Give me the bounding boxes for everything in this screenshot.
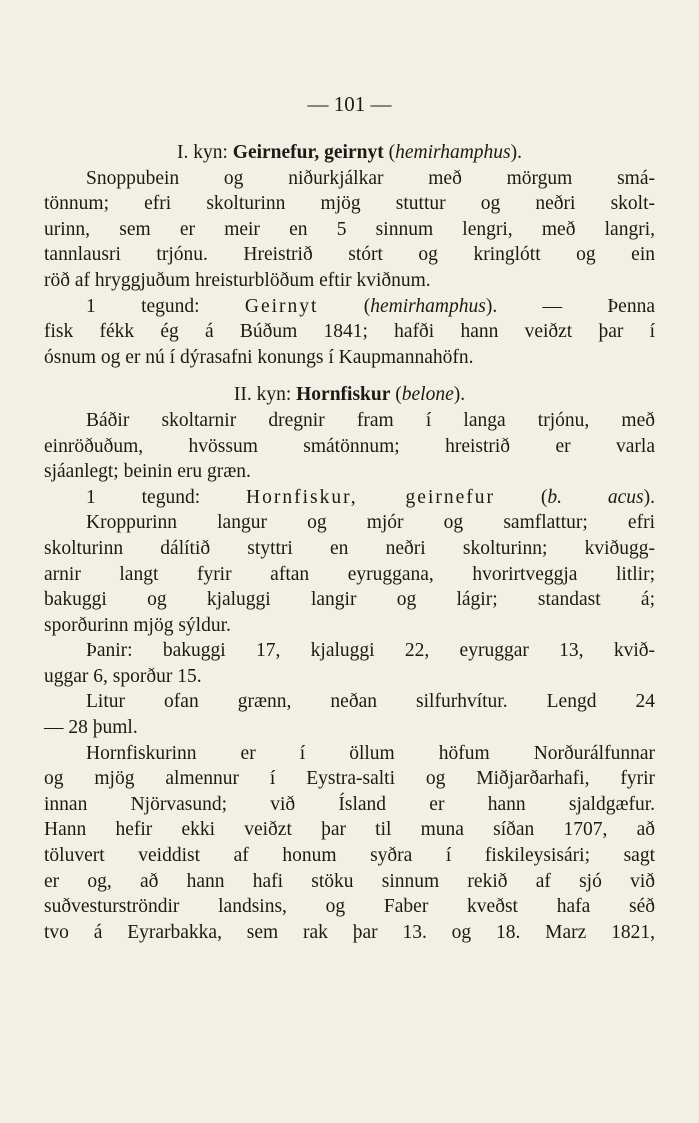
text-line: sporðurinn mjög sýldur.	[44, 614, 231, 636]
text-line: ósnum og er nú í dýrasafni konungs í Kaupmannahöfn.	[44, 346, 474, 368]
text-line: skolturinn dálítið styttri en neðri skolturinn; kviðugg-	[44, 537, 655, 559]
text-line: Hornfiskurinn er í öllum höfum Norðurálfunnar	[86, 742, 655, 764]
text-line: töluvert veiddist af honum syðra í fiskileysisári; sagt	[44, 845, 655, 867]
text-line: Hann hefir ekki veiðzt þar til muna síðan 1707, að	[44, 819, 655, 841]
genus-heading-1: I. kyn: Geirnefur, geirnyt (hemirhamphus).	[176, 142, 523, 163]
text-line: röð af hryggjuðum hreisturblöðum eftir kviðnum.	[44, 269, 431, 291]
text-line: Báðir skoltarnir dregnir fram í langa trjónu, með	[86, 409, 655, 431]
text-line: — 28 þuml.	[44, 717, 138, 739]
text-line: Kroppurinn langur og mjór og samflattur; efri	[86, 512, 655, 534]
text-line: bakuggi og kjaluggi langir og lágir; standast á;	[44, 589, 655, 611]
text-line: tvo á Eyrarbakka, sem rak þar 13. og 18. Marz 1821,	[44, 921, 655, 943]
text-line: Þanir: bakuggi 17, kjaluggi 22, eyruggar 13, kvið-	[86, 640, 655, 662]
text-line: Snoppubein og niðurkjálkar með mörgum smá-	[86, 167, 655, 189]
text-line: fisk fékk ég á Búðum 1841; hafði hann veiðzt þar í	[44, 321, 655, 343]
text-line: og mjög almennur í Eystra-salti og Miðjarðarhafi, fyrir	[44, 768, 655, 790]
species-line-1: 1 tegund: Geirnyt (hemirhamphus). — Þenna	[86, 295, 655, 317]
text-line: arnir langt fyrir aftan eyruggana, hvorirtveggja litlir;	[44, 563, 655, 585]
text-line: tannlausri trjónu. Hreistrið stórt og kringlótt og ein	[44, 244, 655, 266]
genus-heading-2: II. kyn: Hornfiskur (belone).	[233, 384, 466, 406]
text-line: einröðuðum, hvössum smátönnum; hreistrið er varla	[44, 435, 655, 457]
text-line: er og, að hann hafi stöku sinnum rekið af sjó við	[44, 870, 655, 892]
text-line: suðvesturströndir landsins, og Faber kveðst hafa séð	[44, 896, 655, 918]
page-text	[44, 140, 655, 945]
text-line: tönnum; efri skolturinn mjög stuttur og neðri skolt-	[44, 193, 655, 215]
text-line: innan Njörvasund; við Ísland er hann sjaldgæfur.	[44, 793, 655, 815]
species-line-2: 1 tegund: Hornfiskur, geirnefur (b. acus).	[86, 486, 655, 508]
page-number: — 101 —	[307, 92, 392, 116]
text-line: Litur ofan grænn, neðan silfurhvítur. Lengd 24	[86, 691, 655, 713]
text-line: sjáanlegt; beinin eru græn.	[44, 461, 251, 483]
text-line: uggar 6, sporður 15.	[44, 665, 202, 687]
text-line: urinn, sem er meir en 5 sinnum lengri, með langri,	[44, 218, 655, 240]
